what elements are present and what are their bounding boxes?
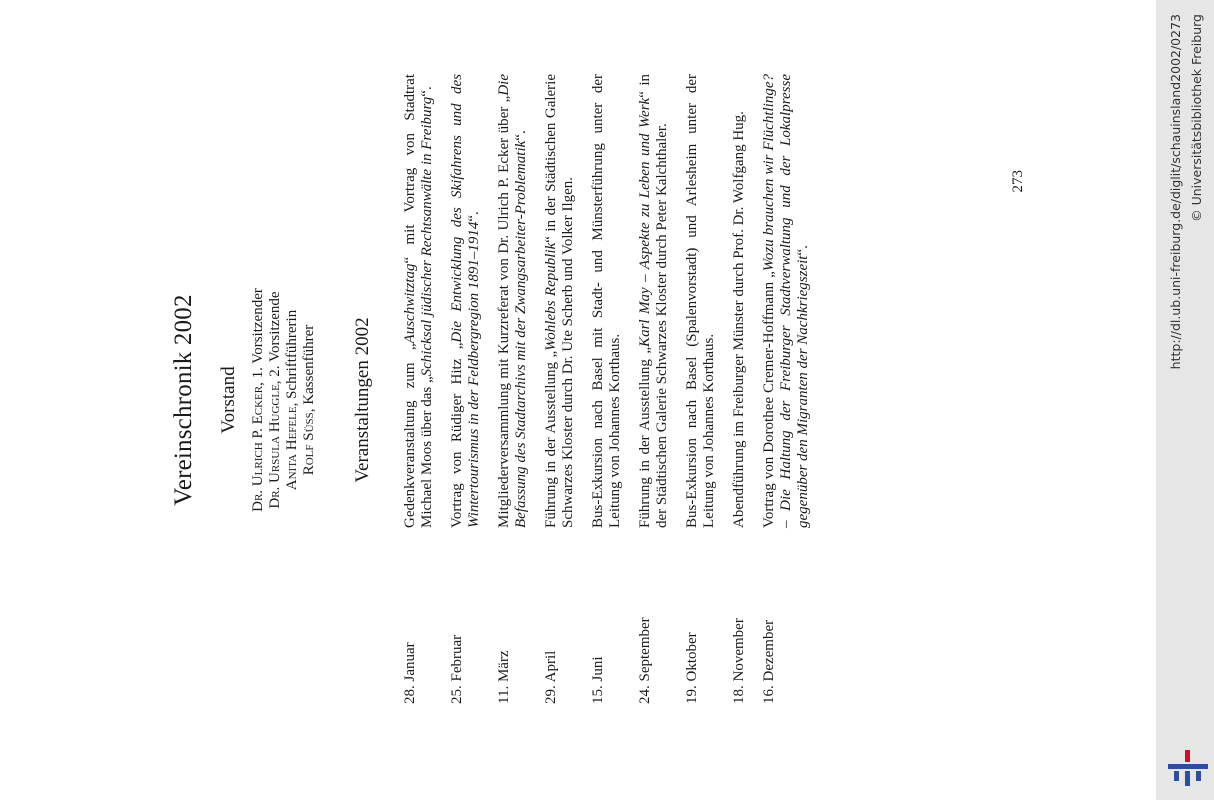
events-list xyxy=(402,74,825,704)
sidebar-text xyxy=(1160,0,1214,800)
ub-freiburg-logo-icon xyxy=(1166,748,1210,788)
event-date: 18. November xyxy=(731,618,747,704)
vorstand-member: Rolf Süss, Kassenführer xyxy=(301,324,317,476)
event-entry xyxy=(637,74,671,704)
event-entry xyxy=(684,74,718,704)
event-entry xyxy=(761,74,812,704)
event-date: 24. September xyxy=(637,617,653,704)
event-entry xyxy=(731,74,748,704)
event-date: 28. Januar xyxy=(402,642,418,704)
page-number: 273 xyxy=(1010,170,1026,193)
event-description: Führung in der Ausstellung „Wohlebs Republik“ in der Städtischen Galerie Schwarzes Kloster durch Dr. Ute Scherb und Volker Ilgen. xyxy=(543,73,576,528)
vorstand-member: Dr. Ulrich P. Ecker, 1. Vorsitzender xyxy=(250,288,266,512)
event-entry xyxy=(402,74,436,704)
event-description: Gedenkveranstaltung zum „Auschwitztag“ mit Vortrag von Stadtrat Michael Moos über das „Schicksal jüdischer Rechtsanwälte in Freiburg“. xyxy=(402,74,435,528)
event-entry xyxy=(590,74,624,704)
copyright-text: © Universitätsbibliothek Freiburg xyxy=(1189,14,1204,222)
events-heading: Veranstaltungen 2002 xyxy=(352,317,373,483)
event-date: 29. April xyxy=(543,650,559,704)
vorstand-member: Anita Hefele, Schriftführerin xyxy=(284,309,300,491)
vorstand-list xyxy=(250,0,318,800)
event-entry xyxy=(543,74,577,704)
event-description: Vortrag von Rüdiger Hitz „Die Entwicklung des Skifahrens und des Wintertourismus in der Feldbergregion 1891–1914“. xyxy=(449,74,482,528)
event-description: Mitgliederversammlung mit Kurzreferat von Dr. Ulrich P. Ecker über „Die Befassung des Stadtarchivs mit der Zwangsarbeiter-Problematik“. xyxy=(496,74,529,528)
event-entry xyxy=(449,74,483,704)
event-entry xyxy=(496,74,530,704)
event-description: Führung in der Ausstellung „Karl May – Aspekte zu Leben und Werk“ in der Städtischen Galerie Schwarzes Kloster durch Peter Kalchthaler. xyxy=(637,73,670,528)
event-date: 15. Juni xyxy=(590,656,606,704)
event-date: 11. März xyxy=(496,650,512,704)
vorstand-heading: Vorstand xyxy=(218,366,239,434)
event-date: 16. Dezember xyxy=(761,619,777,704)
event-date: 19. Oktober xyxy=(684,632,700,704)
event-date: 25. Februar xyxy=(449,634,465,704)
event-description: Vortrag von Dorothee Cremer-Hoffmann „Wozu brauchen wir Flüchtlinge? – Die Haltung der Freiburger Stadtverwaltung und der Lokalpresse gegenüber den Migranten der Nachkriegszeit“. xyxy=(761,74,811,528)
vorstand-member: Dr. Ursula Huggle, 2. Vorsitzende xyxy=(267,291,283,509)
event-description: Bus-Exkursion nach Basel mit Stadt- und Münsterführung unter der Leitung von Johannes Korthaus. xyxy=(590,74,623,528)
page-title: Vereinschronik 2002 xyxy=(170,294,197,506)
event-description: Bus-Exkursion nach Basel (Spalenvorstadt) und Arlesheim unter der Leitung von Johannes Korthaus. xyxy=(684,74,717,528)
event-description: Abendführung im Freiburger Münster durch Prof. Dr. Wolfgang Hug. xyxy=(731,111,747,528)
source-url-link[interactable]: http://dl.ub.uni-freiburg.de/diglit/schauinsland2002/0273 xyxy=(1168,14,1183,370)
